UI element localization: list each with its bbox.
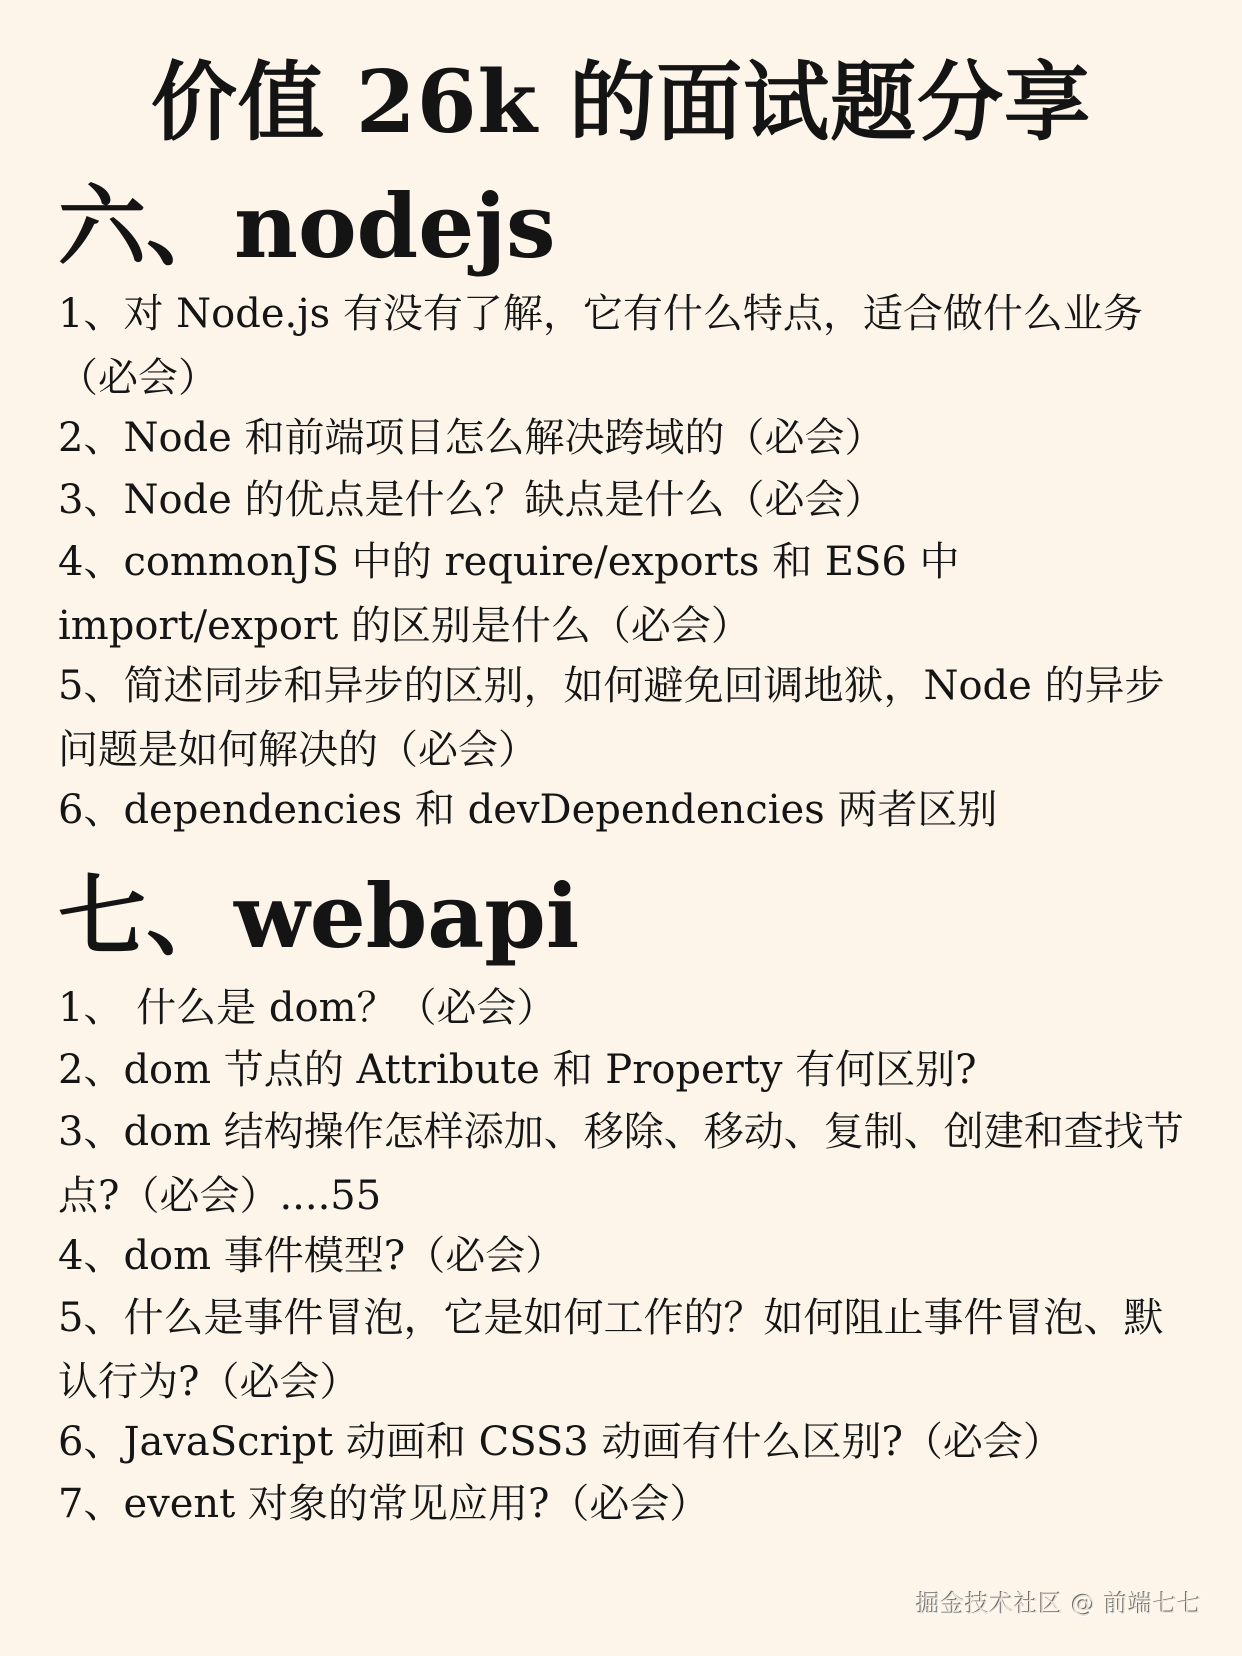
list-item: 7、event 对象的常见应用?（必会） [58, 1481, 710, 1527]
list-item: 6、dependencies 和 devDependencies 两者区别 [58, 787, 998, 833]
list-item: 1、对 Node.js 有没有了解，它有什么特点，适合做什么业务（必会） [58, 291, 1143, 401]
list-item: 3、dom 结构操作怎样添加、移除、移动、复制、创建和查找节点?（必会）....55 [58, 1109, 1184, 1219]
list-item: 2、dom 节点的 Attribute 和 Property 有何区别? [58, 1047, 977, 1093]
page-title: 价值 26k 的面试题分享 [150, 52, 1092, 153]
list-item: 5、简述同步和异步的区别，如何避免回调地狱，Node 的异步问题是如何解决的（必会） [58, 663, 1165, 773]
watermark: 掘金技术社区 @ 前端七七 [916, 1590, 1202, 1618]
list-item: 4、dom 事件模型?（必会） [58, 1233, 566, 1279]
section-heading-nodejs: 六、nodejs [58, 174, 556, 278]
section-heading-webapi: 七、webapi [58, 864, 580, 968]
list-item: 5、什么是事件冒泡，它是如何工作的？如何阻止事件冒泡、默认行为?（必会） [58, 1295, 1164, 1405]
list-item: 4、commonJS 中的 require/exports 和 ES6 中import/export 的区别是什么（必会） [58, 539, 960, 649]
list-item: 3、Node 的优点是什么？缺点是什么（必会） [58, 477, 885, 523]
list-item: 1、 什么是 dom？（必会） [58, 985, 557, 1031]
list-item: 6、JavaScript 动画和 CSS3 动画有什么区别?（必会） [58, 1419, 1063, 1465]
list-item: 2、Node 和前端项目怎么解决跨域的（必会） [58, 415, 885, 461]
